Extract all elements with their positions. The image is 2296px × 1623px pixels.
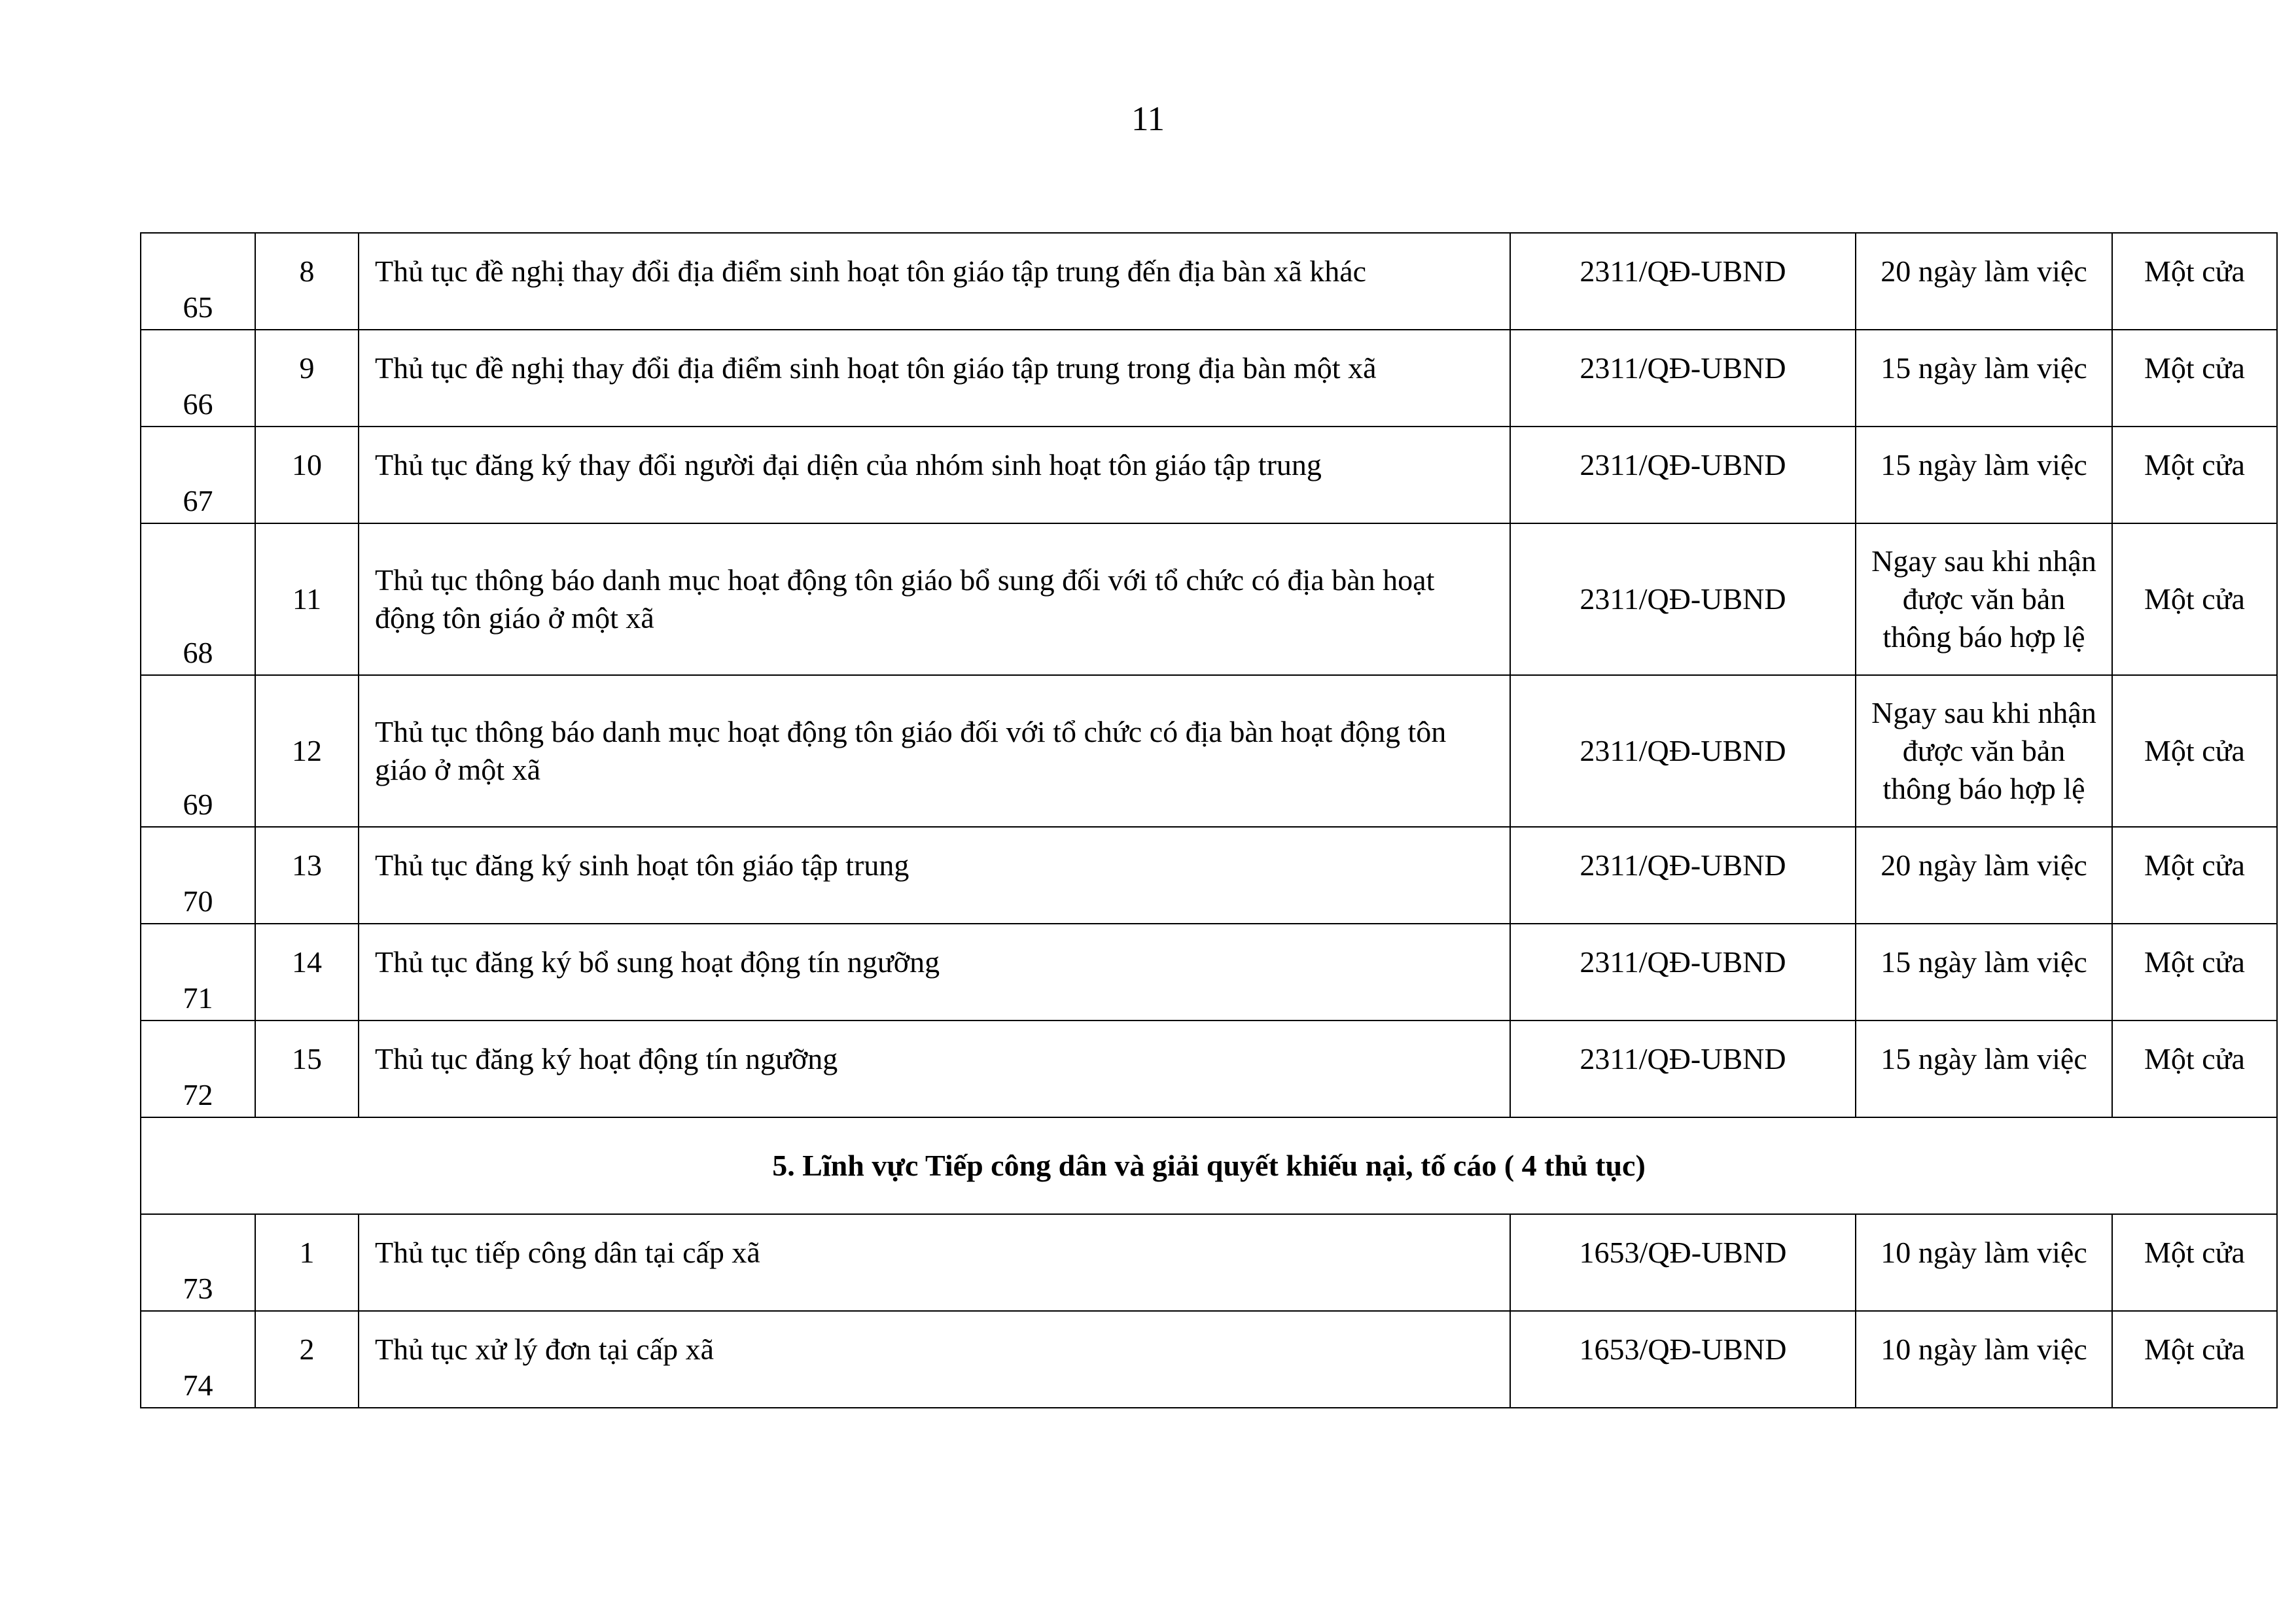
decision-number-text: 1653/QĐ-UBND	[1579, 1236, 1787, 1269]
processing-time	[1856, 427, 2112, 523]
mechanism-text: Một cửa	[2144, 945, 2245, 979]
mechanism	[2112, 1311, 2277, 1408]
row-number: 68	[141, 523, 255, 675]
table-row	[141, 1311, 2277, 1408]
row-number: 74	[141, 1311, 255, 1408]
procedure-index	[255, 1214, 359, 1311]
procedure-name	[359, 233, 1510, 330]
decision-number	[1510, 1311, 1856, 1408]
table-row	[141, 523, 2277, 675]
procedure-name-text: Thủ tục đề nghị thay đổi địa điểm sinh hoạt tôn giáo tập trung trong địa bàn một xã	[375, 351, 1377, 385]
decision-number	[1510, 330, 1856, 427]
row-number: 73	[141, 1214, 255, 1311]
procedure-name-text: Thủ tục tiếp công dân tại cấp xã	[375, 1236, 760, 1269]
decision-number	[1510, 1214, 1856, 1311]
section-header-row	[141, 1117, 2277, 1214]
table-row	[141, 1214, 2277, 1311]
processing-time	[1856, 1311, 2112, 1408]
processing-time-text: 10 ngày làm việc	[1881, 1236, 2087, 1269]
procedure-name-text: Thủ tục xử lý đơn tại cấp xã	[375, 1333, 715, 1366]
mechanism-text: Một cửa	[2144, 1042, 2245, 1075]
decision-number	[1510, 1021, 1856, 1117]
decision-number: 2311/QĐ-UBND	[1510, 523, 1856, 675]
row-number: 71	[141, 924, 255, 1021]
procedure-name	[359, 1021, 1510, 1117]
mechanism-text: Một cửa	[2144, 254, 2245, 288]
table-row	[141, 427, 2277, 523]
mechanism	[2112, 1214, 2277, 1311]
mechanism	[2112, 233, 2277, 330]
procedure-name	[359, 1214, 1510, 1311]
decision-number	[1510, 233, 1856, 330]
row-number: 70	[141, 827, 255, 924]
processing-time	[1856, 330, 2112, 427]
mechanism: Một cửa	[2112, 523, 2277, 675]
mechanism-text: Một cửa	[2144, 1236, 2245, 1269]
procedure-index	[255, 1021, 359, 1117]
decision-number: 2311/QĐ-UBND	[1510, 675, 1856, 827]
decision-number-text: 2311/QĐ-UBND	[1580, 448, 1786, 481]
processing-time-text: 15 ngày làm việc	[1881, 945, 2087, 979]
processing-time	[1856, 924, 2112, 1021]
mechanism-text: Một cửa	[2144, 351, 2245, 385]
procedure-index-text: 9	[299, 351, 315, 385]
mechanism	[2112, 1021, 2277, 1117]
row-number: 67	[141, 427, 255, 523]
procedure-name	[359, 827, 1510, 924]
procedure-index-text: 14	[292, 945, 322, 979]
page-number: 11	[1131, 100, 1165, 138]
procedure-name	[359, 924, 1510, 1021]
procedure-index	[255, 1311, 359, 1408]
processing-time-text: 10 ngày làm việc	[1881, 1333, 2087, 1366]
section-title: 5. Lĩnh vực Tiếp công dân và giải quyết khiếu nại, tố cáo ( 4 thủ tục)	[141, 1117, 2277, 1214]
table-row	[141, 233, 2277, 330]
procedure-name	[359, 330, 1510, 427]
decision-number-text: 2311/QĐ-UBND	[1580, 1042, 1786, 1075]
mechanism-text: Một cửa	[2144, 1333, 2245, 1366]
processing-time-text: 20 ngày làm việc	[1881, 848, 2087, 882]
mechanism-text: Một cửa	[2144, 848, 2245, 882]
procedure-name: Thủ tục thông báo danh mục hoạt động tôn giáo đối với tổ chức có địa bàn hoạt động tôn giáo ở một xã	[359, 675, 1510, 827]
mechanism	[2112, 827, 2277, 924]
table-row	[141, 1021, 2277, 1117]
procedure-index-text: 8	[299, 254, 315, 288]
decision-number	[1510, 827, 1856, 924]
procedure-table	[140, 232, 2278, 1408]
processing-time: Ngay sau khi nhận được văn bản thông báo hợp lệ	[1856, 675, 2112, 827]
procedure-index	[255, 827, 359, 924]
processing-time-text: 15 ngày làm việc	[1881, 1042, 2087, 1075]
decision-number	[1510, 427, 1856, 523]
row-number: 65	[141, 233, 255, 330]
procedure-name-text: Thủ tục đăng ký thay đổi người đại diện của nhóm sinh hoạt tôn giáo tập trung	[375, 448, 1322, 481]
processing-time-text: 15 ngày làm việc	[1881, 351, 2087, 385]
processing-time	[1856, 1021, 2112, 1117]
processing-time-text: 20 ngày làm việc	[1881, 254, 2087, 288]
procedure-index-text: 2	[299, 1333, 315, 1366]
procedure-name	[359, 1311, 1510, 1408]
procedure-name	[359, 427, 1510, 523]
mechanism	[2112, 427, 2277, 523]
row-number: 69	[141, 675, 255, 827]
procedure-index: 12	[255, 675, 359, 827]
processing-time: Ngay sau khi nhận được văn bản thông báo hợp lệ	[1856, 523, 2112, 675]
decision-number-text: 2311/QĐ-UBND	[1580, 254, 1786, 288]
procedure-name-text: Thủ tục đề nghị thay đổi địa điểm sinh hoạt tôn giáo tập trung đến địa bàn xã khác	[375, 254, 1367, 288]
processing-time	[1856, 233, 2112, 330]
procedure-name: Thủ tục thông báo danh mục hoạt động tôn giáo bổ sung đối với tổ chức có địa bàn hoạt động tôn giáo ở một xã	[359, 523, 1510, 675]
mechanism: Một cửa	[2112, 675, 2277, 827]
procedure-index	[255, 330, 359, 427]
decision-number-text: 1653/QĐ-UBND	[1579, 1333, 1787, 1366]
table-row	[141, 827, 2277, 924]
mechanism	[2112, 924, 2277, 1021]
table-row	[141, 675, 2277, 827]
decision-number-text: 2311/QĐ-UBND	[1580, 848, 1786, 882]
decision-number-text: 2311/QĐ-UBND	[1580, 351, 1786, 385]
procedure-index-text: 1	[299, 1236, 315, 1269]
table-row	[141, 924, 2277, 1021]
procedure-name-text: Thủ tục đăng ký bổ sung hoạt động tín ngưỡng	[375, 945, 940, 979]
procedure-name-text: Thủ tục đăng ký hoạt động tín ngưỡng	[375, 1042, 838, 1075]
mechanism	[2112, 330, 2277, 427]
procedure-index-text: 13	[292, 848, 322, 882]
procedure-index	[255, 233, 359, 330]
decision-number-text: 2311/QĐ-UBND	[1580, 945, 1786, 979]
processing-time-text: 15 ngày làm việc	[1881, 448, 2087, 481]
procedure-index	[255, 427, 359, 523]
decision-number	[1510, 924, 1856, 1021]
mechanism-text: Một cửa	[2144, 448, 2245, 481]
procedure-index-text: 15	[292, 1042, 322, 1075]
table-row	[141, 330, 2277, 427]
procedure-index	[255, 924, 359, 1021]
procedure-index: 11	[255, 523, 359, 675]
processing-time	[1856, 827, 2112, 924]
procedure-index-text: 10	[292, 448, 322, 481]
row-number: 66	[141, 330, 255, 427]
row-number: 72	[141, 1021, 255, 1117]
procedure-name-text: Thủ tục đăng ký sinh hoạt tôn giáo tập trung	[375, 848, 910, 882]
processing-time	[1856, 1214, 2112, 1311]
